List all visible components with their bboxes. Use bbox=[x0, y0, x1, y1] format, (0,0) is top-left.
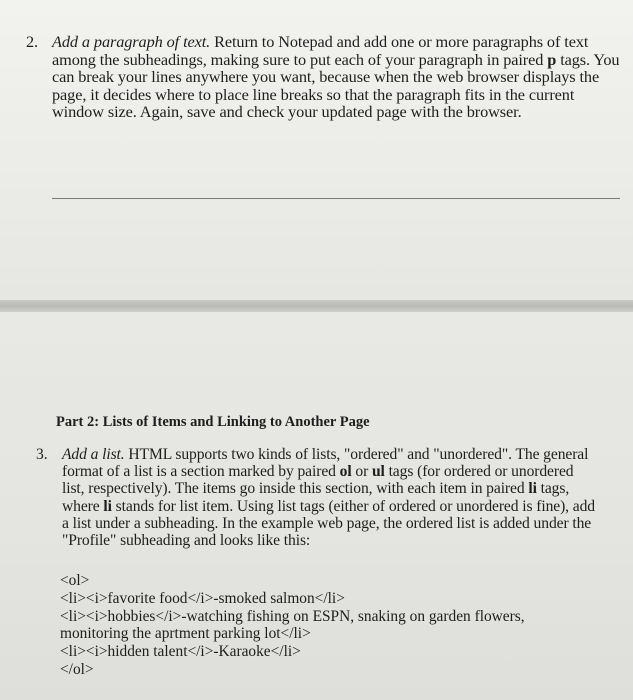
step-3-paragraph: Add a list. HTML supports two kinds of lists, "ordered" and "unordered". The general format of a list is a section marked by paired ol or ul tags (for ordered or unordered list, respectively). The items go inside this section, with each item in paired li tags, where li stands for list item. Using list tags (either of ordered or unordered is fine), add a list under a subheading. In the example web page, the ordered list is added under the "Profile" subheading and looks like this: bbox=[62, 446, 595, 550]
step-2-title: Add a paragraph of text. bbox=[52, 32, 211, 51]
step-3-number: 3. bbox=[36, 446, 48, 463]
tag-ol: ol bbox=[339, 463, 352, 481]
step-3-instruction bbox=[36, 446, 596, 549]
step-3-title: Add a list. bbox=[62, 446, 125, 463]
code-line: <li><i>hobbies</i>-watching fishing on ESPN, snaking on garden flowers, monitoring the aprtment parking lot</li> bbox=[60, 607, 529, 643]
tag-ul: ul bbox=[371, 463, 385, 481]
code-line: <ol> bbox=[60, 572, 90, 589]
html-list-example bbox=[60, 572, 580, 679]
part-2-heading: Part 2: Lists of Items and Linking to Another Page bbox=[56, 414, 370, 430]
code-line: <li><i>favorite food</i>-smoked salmon</li> bbox=[60, 589, 345, 607]
step-2-paragraph: Add a paragraph of text. Return to Notepad and add one or more paragraphs of text among the subheadings, making sure to put each of your paragraph in paired p tags. You can break your lines anywhere you want, because when the web browser displays the page, it decides where to place line breaks so that the paragraph fits in the current window size. Again, save and check your updated page with the browser. bbox=[52, 32, 620, 122]
step-2-number: 2. bbox=[26, 32, 39, 51]
worksheet-page-top bbox=[0, 0, 633, 300]
tag-p: p bbox=[547, 49, 557, 69]
page-gap bbox=[0, 300, 633, 312]
step-2-instruction bbox=[26, 33, 626, 121]
code-line: <li><i>hidden talent</i>-Karaoke</li> bbox=[60, 643, 301, 661]
tag-li-2: li bbox=[103, 497, 112, 515]
answer-line bbox=[52, 198, 620, 199]
tag-li: li bbox=[528, 480, 537, 498]
code-line: </ol> bbox=[60, 660, 94, 678]
